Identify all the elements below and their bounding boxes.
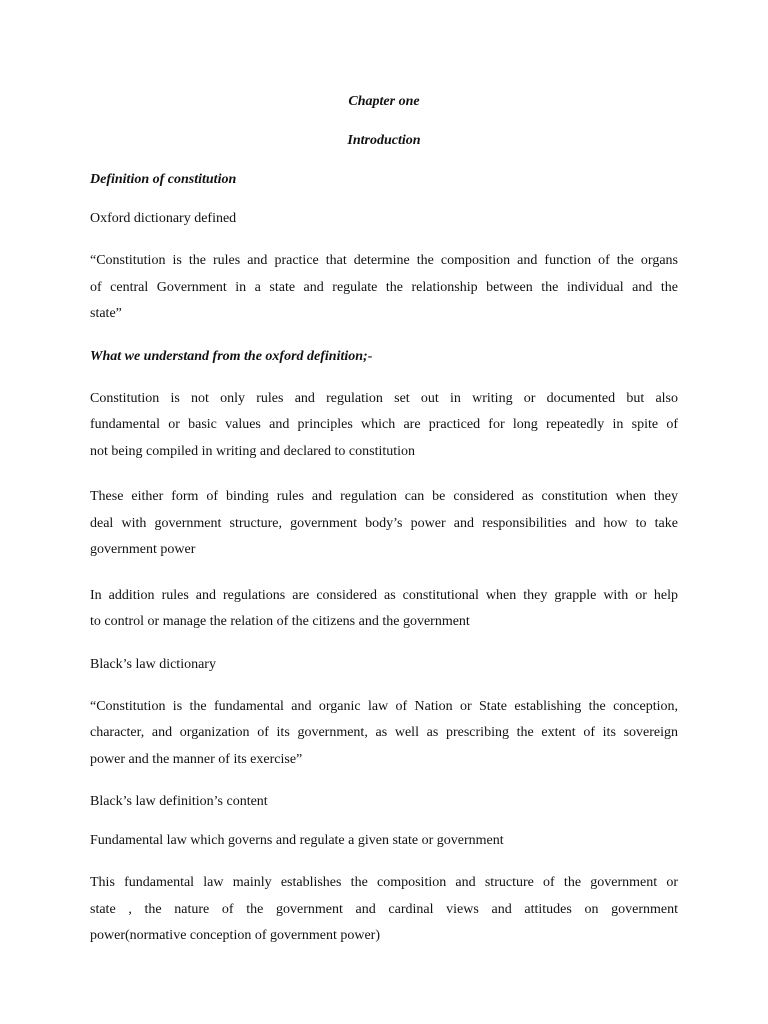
text-line: Constitution is not only rules and regulation set out in writing or documented but also [90, 390, 678, 406]
text-line: government power [90, 542, 196, 557]
fundamental-law-label: Fundamental law which governs and regulate a given state or government [90, 833, 504, 848]
text-line: deal with government structure, government body’s power and responsibilities and how to take [90, 515, 678, 531]
text-line: “Constitution is the fundamental and organic law of Nation or State establishing the conception, [90, 698, 678, 714]
fundamental-paragraph [90, 870, 678, 950]
definition-heading: Definition of constitution [90, 172, 237, 187]
in-addition-paragraph [90, 583, 678, 636]
text-line: This fundamental law mainly establishes the composition and structure of the government or [90, 875, 678, 890]
text-line: of central Government in a state and regulate the relationship between the individual and the [90, 279, 678, 295]
text-line: character, and organization of its government, as well as prescribing the extent of its sovereign [90, 725, 678, 740]
text-line: to control or manage the relation of the citizens and the government [90, 614, 470, 629]
text-line: power and the manner of its exercise” [90, 751, 303, 767]
text-line: These either form of binding rules and regulation can be considered as constitution when they [90, 489, 678, 504]
either-form-paragraph [90, 484, 678, 564]
blacks-content-label: Black’s law definition’s content [90, 794, 268, 809]
section-title: Introduction [347, 133, 421, 148]
text-line: In addition rules and regulations are considered as constitutional when they grapple with or help [90, 587, 678, 603]
understanding-heading: What we understand from the oxford definition;- [90, 348, 373, 364]
text-line: state , the nature of the government and cardinal views and attitudes on government [90, 901, 678, 917]
oxford-label: Oxford dictionary defined [90, 211, 237, 226]
text-line: “Constitution is the rules and practice that determine the composition and function of the organs [90, 253, 678, 268]
text-line: power(normative conception of government power) [90, 928, 381, 943]
chapter-title: Chapter one [348, 94, 420, 109]
text-line: state” [90, 306, 122, 321]
document-body [90, 92, 678, 950]
blacks-quote [90, 694, 678, 774]
text-line: fundamental or basic values and principles which are practiced for long repeatedly in spite of [90, 417, 678, 432]
blacks-label: Black’s law dictionary [90, 656, 216, 672]
oxford-quote [90, 248, 678, 328]
text-line: not being compiled in writing and declared to constitution [90, 443, 416, 459]
not-only-paragraph [90, 386, 678, 466]
